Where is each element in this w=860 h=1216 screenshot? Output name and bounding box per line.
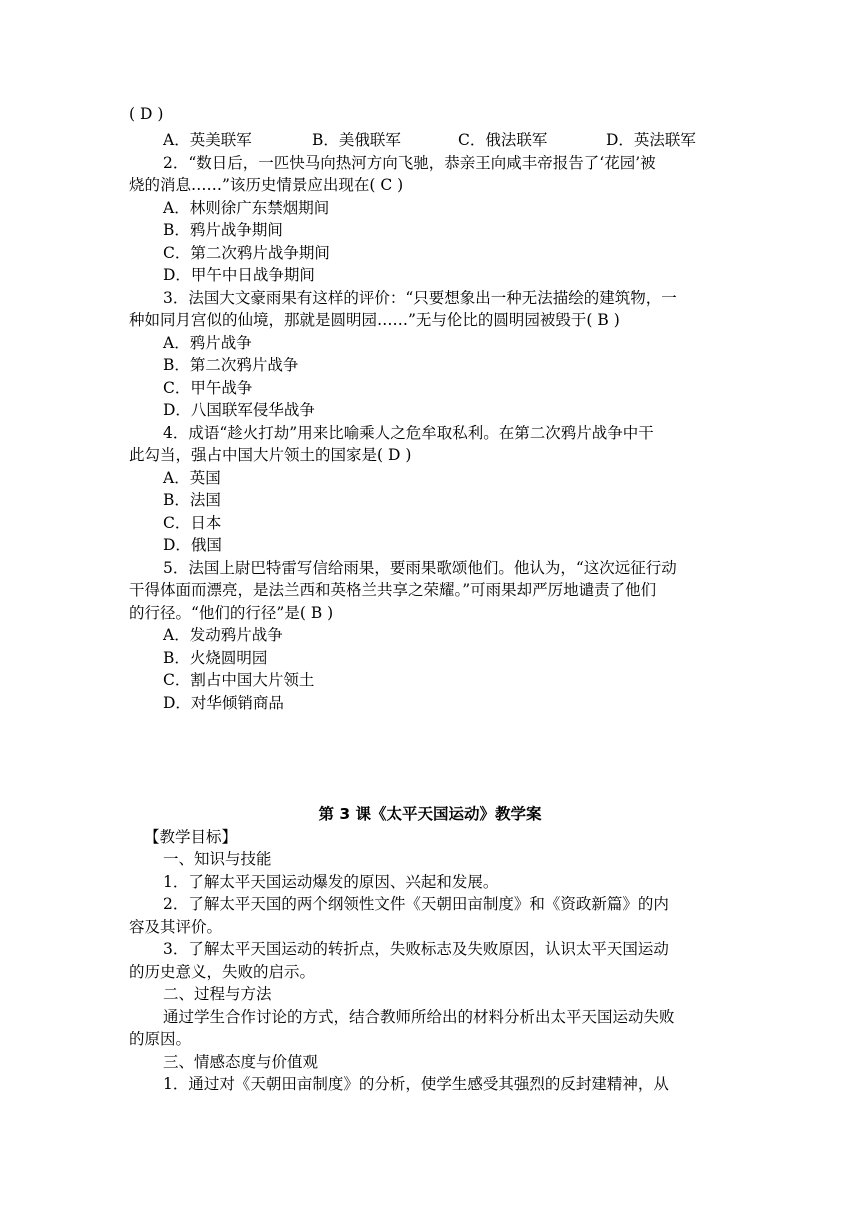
q3-stem-line-1: 3．法国大文豪雨果有这样的评价：“只要想象出一种无法描绘的建筑物，一: [163, 289, 677, 307]
q5-option-c: C．割占中国大片领土: [163, 671, 315, 689]
q5-stem-line-2: 干得体面而漂亮，是法兰西和英格兰共享之荣耀。”可雨果却严厉地谴责了他们: [129, 581, 657, 599]
q5-option-b: B．火烧圆明园: [163, 649, 268, 667]
q3-option-c: C．甲午战争: [163, 379, 253, 397]
section-1-item-1: 1．了解太平天国运动爆发的原因、兴起和发展。: [163, 873, 499, 891]
q1-answer-line: ( D ): [129, 105, 164, 123]
q4-option-d: D．俄国: [163, 536, 222, 554]
q1-option-a: A．英美联军: [163, 131, 252, 149]
section-1-heading: 一、知识与技能: [163, 850, 272, 868]
q4-stem-line-2: 此勾当，强占中国大片领土的国家是( D ): [129, 446, 412, 464]
q4-option-c: C．日本: [163, 514, 222, 532]
q3-option-b: B．第二次鸦片战争: [163, 356, 299, 374]
q5-option-d: D．对华倾销商品: [163, 694, 284, 712]
section-2-text-line-2: 的原因。: [129, 1030, 192, 1048]
q2-stem-line-1: 2．“数日后，一匹快马向热河方向飞驰，恭亲王向咸丰帝报告了‘花园’被: [163, 154, 656, 172]
section-1-item-2-line-1: 2．了解太平天国的两个纲领性文件《天朝田亩制度》和《资政新篇》的内: [163, 895, 669, 913]
objectives-heading: 【教学目标】: [144, 828, 238, 846]
q2-option-d: D．甲午中日战争期间: [163, 266, 315, 284]
section-2-text-line-1: 通过学生合作讨论的方式，结合教师所给出的材料分析出太平天国运动失败: [163, 1008, 675, 1026]
q3-option-a: A．鸦片战争: [163, 334, 252, 352]
q4-stem-line-1: 4．成语“趁火打劫”用来比喻乘人之危牟取私利。在第二次鸦片战争中干: [163, 424, 654, 442]
q3-stem-line-2: 种如同月宫似的仙境，那就是圆明园……”无与伦比的圆明园被毁于( B ): [129, 311, 620, 329]
section-3-text-line-1: 1．通过对《天朝田亩制度》的分析，使学生感受其强烈的反封建精神，从: [163, 1075, 669, 1093]
q1-option-c: C．俄法联军: [458, 131, 548, 149]
section-1-item-3-line-2: 的历史意义，失败的启示。: [129, 963, 316, 981]
q2-stem-line-2: 烧的消息……”该历史情景应出现在( C ): [129, 176, 404, 194]
q2-option-b: B．鸦片战争期间: [163, 221, 283, 239]
q2-option-a: A．林则徐广东禁烟期间: [163, 199, 330, 217]
lesson-title: 第 3 课《太平天国运动》教学案: [318, 805, 542, 823]
section-1-item-2-line-2: 容及其评价。: [129, 918, 223, 936]
section-3-heading: 三、情感态度与价值观: [163, 1053, 319, 1071]
q5-stem-line-3: 的行径。“他们的行径”是( B ): [129, 604, 334, 622]
q5-option-a: A．发动鸦片战争: [163, 626, 283, 644]
section-1-item-3-line-1: 3．了解太平天国运动的转折点，失败标志及失败原因，认识太平天国运动: [163, 940, 669, 958]
q1-option-b: B．美俄联军: [312, 131, 401, 149]
q3-option-d: D．八国联军侵华战争: [163, 401, 315, 419]
q1-option-d: D．英法联军: [606, 131, 696, 149]
q2-option-c: C．第二次鸦片战争期间: [163, 244, 330, 262]
q5-stem-line-1: 5．法国上尉巴特雷写信给雨果，要雨果歌颂他们。他认为，“这次远征行动: [163, 559, 677, 577]
section-2-heading: 二、过程与方法: [163, 985, 272, 1003]
q4-option-b: B．法国: [163, 491, 221, 509]
q4-option-a: A．英国: [163, 469, 221, 487]
